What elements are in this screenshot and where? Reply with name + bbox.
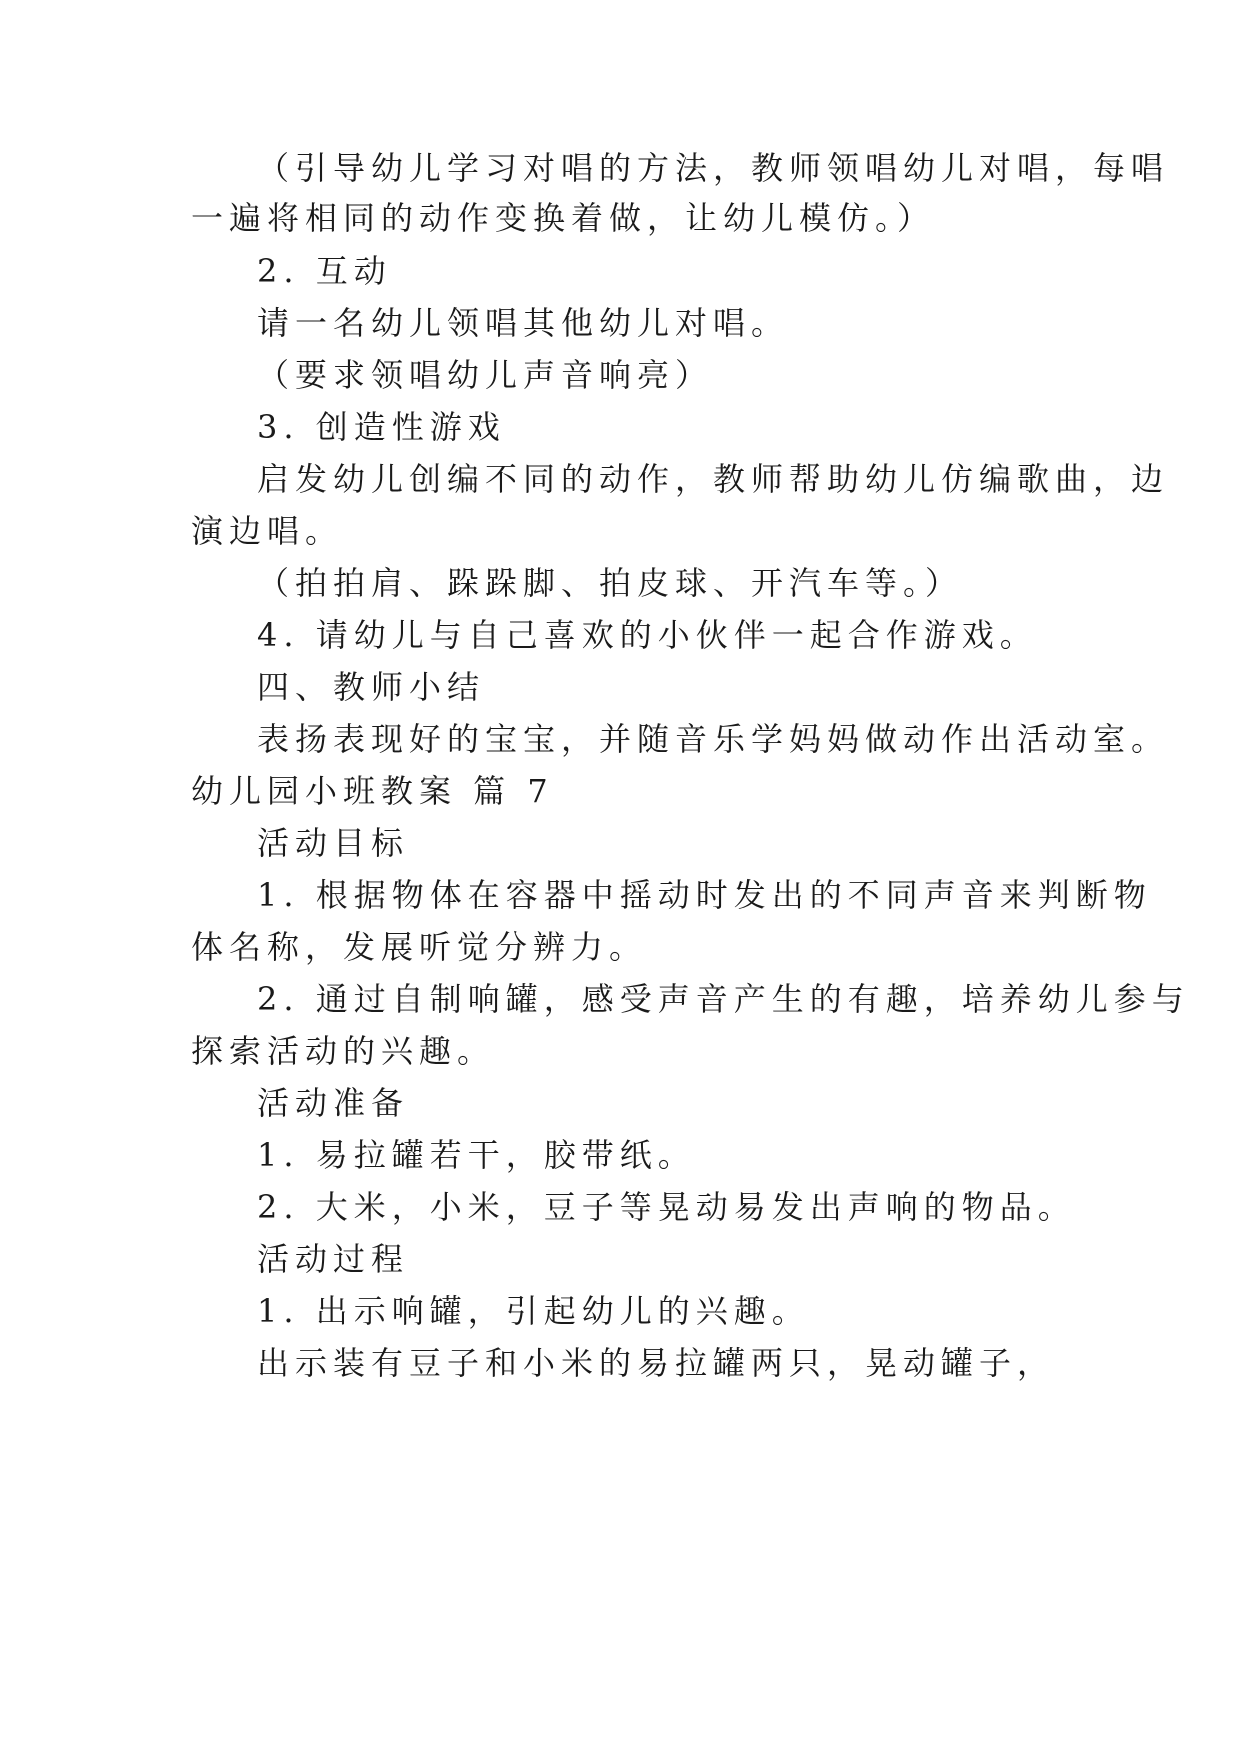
paragraph-line: 4. 请幼儿与自己喜欢的小伙伴一起合作游戏。	[257, 616, 1038, 654]
paragraph-line: 2. 大米，小米，豆子等晃动易发出声响的物品。	[257, 1188, 1076, 1226]
section-heading: 2. 互动	[257, 252, 392, 290]
chapter-title: 幼儿园小班教案 篇 7	[191, 772, 554, 810]
section-heading: 3. 创造性游戏	[257, 408, 506, 446]
paragraph-line: 1. 出示响罐，引起幼儿的兴趣。	[257, 1292, 810, 1330]
section-heading: 四、教师小结	[257, 668, 486, 706]
paragraph-line: 表扬表现好的宝宝，并随音乐学妈妈做动作出活动室。	[257, 720, 1170, 758]
paragraph-line: 1. 根据物体在容器中摇动时发出的不同声音来判断物	[257, 876, 1152, 914]
paragraph-line: 2. 通过自制响罐，感受声音产生的有趣，培养幼儿参与	[257, 980, 1190, 1018]
section-heading: 活动准备	[257, 1084, 410, 1122]
paragraph-line: 出示装有豆子和小米的易拉罐两只，晃动罐子，	[257, 1344, 1056, 1382]
section-heading: 活动过程	[257, 1240, 410, 1278]
paragraph-line: 一遍将相同的动作变换着做，让幼儿模仿。）	[191, 199, 936, 237]
section-heading: 活动目标	[257, 824, 410, 862]
paragraph-line: 1. 易拉罐若干，胶带纸。	[257, 1136, 696, 1174]
paragraph-line: （引导幼儿学习对唱的方法，教师领唱幼儿对唱，每唱	[257, 149, 1170, 187]
paragraph-line: （要求领唱幼儿声音响亮）	[257, 356, 714, 394]
paragraph-line: 请一名幼儿领唱其他幼儿对唱。	[257, 304, 790, 342]
paragraph-line: 体名称，发展听觉分辨力。	[191, 928, 648, 966]
paragraph-line: 探索活动的兴趣。	[191, 1032, 496, 1070]
paragraph-line: （拍拍肩、跺跺脚、拍皮球、开汽车等。）	[257, 564, 964, 602]
paragraph-line: 演边唱。	[191, 512, 344, 550]
paragraph-line: 启发幼儿创编不同的动作，教师帮助幼儿仿编歌曲，边	[257, 460, 1170, 498]
